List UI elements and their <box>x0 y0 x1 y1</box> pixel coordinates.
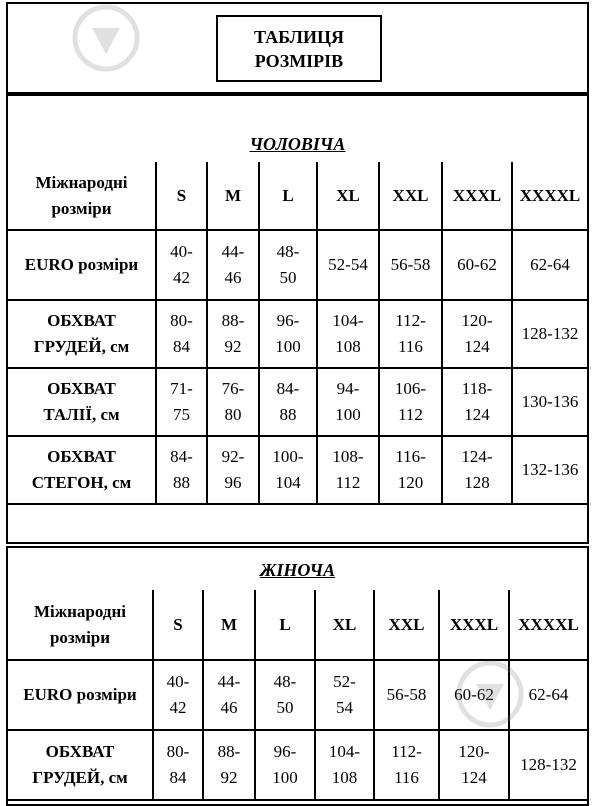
row-label-line: Міжнародні <box>34 601 126 621</box>
men-section <box>6 94 589 544</box>
cell-line: 84 <box>173 337 190 356</box>
cell-line: 84 <box>169 768 187 787</box>
men-size-table <box>8 162 587 505</box>
cell-line: 106- <box>394 379 427 398</box>
cell-line: 62-64 <box>530 255 570 274</box>
cell-line: 80 <box>224 405 242 424</box>
table-cell <box>442 368 512 436</box>
row-label <box>8 300 156 368</box>
cell-line: 120 <box>397 473 424 492</box>
cell-line: 130-136 <box>521 392 579 411</box>
cell-line: 88- <box>221 311 245 330</box>
table-cell <box>509 730 587 800</box>
size-column-header <box>203 590 255 660</box>
row-label-line: ГРУДЕЙ, см <box>33 337 130 356</box>
row-label <box>8 730 153 800</box>
women-section-title: ЖІНОЧА <box>259 560 336 580</box>
cell-line: 48- <box>276 242 300 261</box>
table-cell <box>259 230 317 300</box>
cell-line: 108- <box>332 447 364 466</box>
row-label-line: ОБХВАТ <box>45 742 115 761</box>
size-column-header <box>512 162 587 230</box>
row-label-line: EURO розміри <box>23 685 137 704</box>
row-label-line: ОБХВАТ <box>47 311 116 330</box>
table-cell <box>379 300 442 368</box>
cell-line: 112 <box>335 473 361 492</box>
cell-line: 96- <box>273 742 297 761</box>
cell-line: 128-132 <box>521 324 579 343</box>
cell-line: 88- <box>217 742 241 761</box>
table-row <box>8 230 587 300</box>
table-row <box>8 436 587 504</box>
size-column-header <box>153 590 203 660</box>
row-label-line: ГРУДЕЙ, см <box>32 768 128 787</box>
cell-line: 40- <box>170 242 193 261</box>
size-column-header <box>374 590 439 660</box>
size-column-header <box>439 590 509 660</box>
row-label <box>8 436 156 504</box>
table-cell <box>315 660 374 730</box>
size-column-header <box>156 162 207 230</box>
cell-line: 128-132 <box>520 755 577 774</box>
table-cell <box>317 436 379 504</box>
size-column-header <box>255 590 315 660</box>
row-label <box>8 590 153 660</box>
table-cell <box>315 730 374 800</box>
table-cell <box>512 368 587 436</box>
cell-line: 46 <box>224 268 242 287</box>
table-cell <box>156 300 207 368</box>
cell-line: 124 <box>461 768 487 787</box>
title-block <box>6 2 589 94</box>
cell-line: 88 <box>173 473 190 492</box>
page-title-line-2: РОЗМІРІВ <box>254 50 344 71</box>
watermark-logo-icon <box>70 2 142 74</box>
cell-line: 108 <box>331 768 358 787</box>
cell-line: M <box>224 185 242 205</box>
size-column-header <box>379 162 442 230</box>
row-label-line: розміри <box>49 627 111 647</box>
cell-line: 104- <box>332 311 364 330</box>
cell-line: 100 <box>335 405 361 424</box>
cell-line: XXXL <box>449 614 499 634</box>
cell-line: 60-62 <box>457 255 497 274</box>
table-row <box>8 730 587 800</box>
cell-line: 120- <box>458 742 490 761</box>
table-cell <box>259 368 317 436</box>
cell-line: 88 <box>279 405 297 424</box>
table-cell <box>442 230 512 300</box>
size-column-header <box>509 590 587 660</box>
table-cell <box>379 368 442 436</box>
cell-line: XL <box>336 185 360 205</box>
cell-line: 42 <box>169 698 187 717</box>
row-label-line: ОБХВАТ <box>47 447 116 466</box>
cell-line: XXL <box>392 185 429 205</box>
table-row <box>8 368 587 436</box>
cell-line: XXXXL <box>519 185 581 205</box>
cell-line: 75 <box>173 405 190 424</box>
cell-line: 50 <box>279 268 297 287</box>
table-cell <box>203 660 255 730</box>
row-label-line: ОБХВАТ <box>47 379 116 398</box>
cell-line: 56-58 <box>390 255 431 274</box>
table-cell <box>317 230 379 300</box>
table-cell <box>439 730 509 800</box>
row-label-line: EURO розміри <box>24 255 139 274</box>
table-cell <box>207 230 259 300</box>
table-cell <box>259 436 317 504</box>
cell-line: 76- <box>221 379 245 398</box>
cell-line: S <box>173 614 183 634</box>
table-cell <box>379 436 442 504</box>
cell-line: 92- <box>221 447 245 466</box>
cell-line: 44- <box>221 242 245 261</box>
table-cell <box>442 436 512 504</box>
row-label <box>8 368 156 436</box>
table-cell <box>512 436 587 504</box>
table-cell <box>207 300 259 368</box>
cell-line: 112 <box>398 405 423 424</box>
cell-line: 48- <box>273 672 297 691</box>
cell-line: L <box>279 614 291 634</box>
cell-line: 124 <box>464 337 490 356</box>
cell-line: 71- <box>170 379 193 398</box>
table-cell <box>203 730 255 800</box>
table-cell <box>156 436 207 504</box>
size-column-header <box>259 162 317 230</box>
table-cell <box>156 230 207 300</box>
table-cell <box>255 730 315 800</box>
cell-line: 120- <box>461 311 493 330</box>
cell-line: XXXXL <box>518 614 579 634</box>
cell-line: 52- <box>333 672 356 691</box>
cell-line: 116 <box>398 337 423 356</box>
cell-line: 112- <box>391 742 422 761</box>
cell-line: 96 <box>224 473 242 492</box>
cell-line: 118- <box>461 379 493 398</box>
page-title <box>216 15 382 82</box>
cell-line: 52-54 <box>328 255 368 274</box>
table-cell <box>512 230 587 300</box>
cell-line: 94- <box>336 379 360 398</box>
cell-line: 80- <box>170 311 193 330</box>
table-cell <box>207 436 259 504</box>
size-column-header <box>442 162 512 230</box>
table-cell <box>259 300 317 368</box>
table-cell <box>374 730 439 800</box>
size-column-header <box>207 162 259 230</box>
table-cell <box>156 368 207 436</box>
cell-line: 96- <box>276 311 300 330</box>
row-label-line: розміри <box>51 198 112 218</box>
cell-line: 104- <box>328 742 361 761</box>
row-label-line: Міжнародні <box>35 172 128 192</box>
table-cell <box>153 730 203 800</box>
table-cell <box>379 230 442 300</box>
row-label <box>8 162 156 230</box>
cell-line: 104 <box>275 473 301 492</box>
cell-line: 128 <box>464 473 490 492</box>
cell-line: 132-136 <box>521 460 579 479</box>
table-cell <box>153 660 203 730</box>
cell-line: 54 <box>336 698 353 717</box>
cell-line: 56-58 <box>386 685 427 704</box>
watermark-logo-icon <box>454 658 526 730</box>
cell-line: L <box>282 185 294 205</box>
size-column-header <box>315 590 374 660</box>
page-title-line-1: ТАБЛИЦЯ <box>254 26 344 47</box>
table-cell <box>317 368 379 436</box>
row-label-line: СТЕГОН, см <box>31 473 132 492</box>
cell-line: 42 <box>173 268 190 287</box>
cell-line: 100 <box>272 768 298 787</box>
cell-line: XXXL <box>452 185 502 205</box>
table-row <box>8 300 587 368</box>
cell-line: 92 <box>220 768 238 787</box>
row-label <box>8 230 156 300</box>
table-cell <box>442 300 512 368</box>
cell-line: 84- <box>170 447 193 466</box>
row-label-line: ТАЛІЇ, см <box>43 405 120 424</box>
cell-line: 46 <box>220 698 238 717</box>
table-cell <box>207 368 259 436</box>
cell-line: 116- <box>395 447 426 466</box>
table-cell <box>317 300 379 368</box>
cell-line: 124- <box>461 447 493 466</box>
cell-line: 44- <box>217 672 241 691</box>
cell-line: 50 <box>276 698 294 717</box>
table-cell <box>512 300 587 368</box>
cell-line: 108 <box>335 337 361 356</box>
cell-line: 112- <box>395 311 426 330</box>
cell-line: 80- <box>166 742 190 761</box>
cell-line: 116 <box>394 768 419 787</box>
cell-line: 92 <box>224 337 242 356</box>
table-cell <box>374 660 439 730</box>
cell-line: 100- <box>272 447 304 466</box>
cell-line: 124 <box>464 405 490 424</box>
table-header-row <box>8 162 587 230</box>
cell-line: M <box>220 614 238 634</box>
table-header-row <box>8 590 587 660</box>
table-cell <box>255 660 315 730</box>
row-label <box>8 660 153 730</box>
cell-line: S <box>176 185 187 205</box>
cell-line: XL <box>332 614 357 634</box>
cell-line: XXL <box>388 614 425 634</box>
cell-line: 40- <box>166 672 190 691</box>
size-column-header <box>317 162 379 230</box>
women-section <box>6 546 589 806</box>
men-section-title: ЧОЛОВІЧА <box>249 134 346 154</box>
cell-line: 84- <box>276 379 300 398</box>
cell-line: 60-62 <box>454 685 494 704</box>
cell-line: 100 <box>275 337 301 356</box>
cell-line: 62-64 <box>528 685 569 704</box>
